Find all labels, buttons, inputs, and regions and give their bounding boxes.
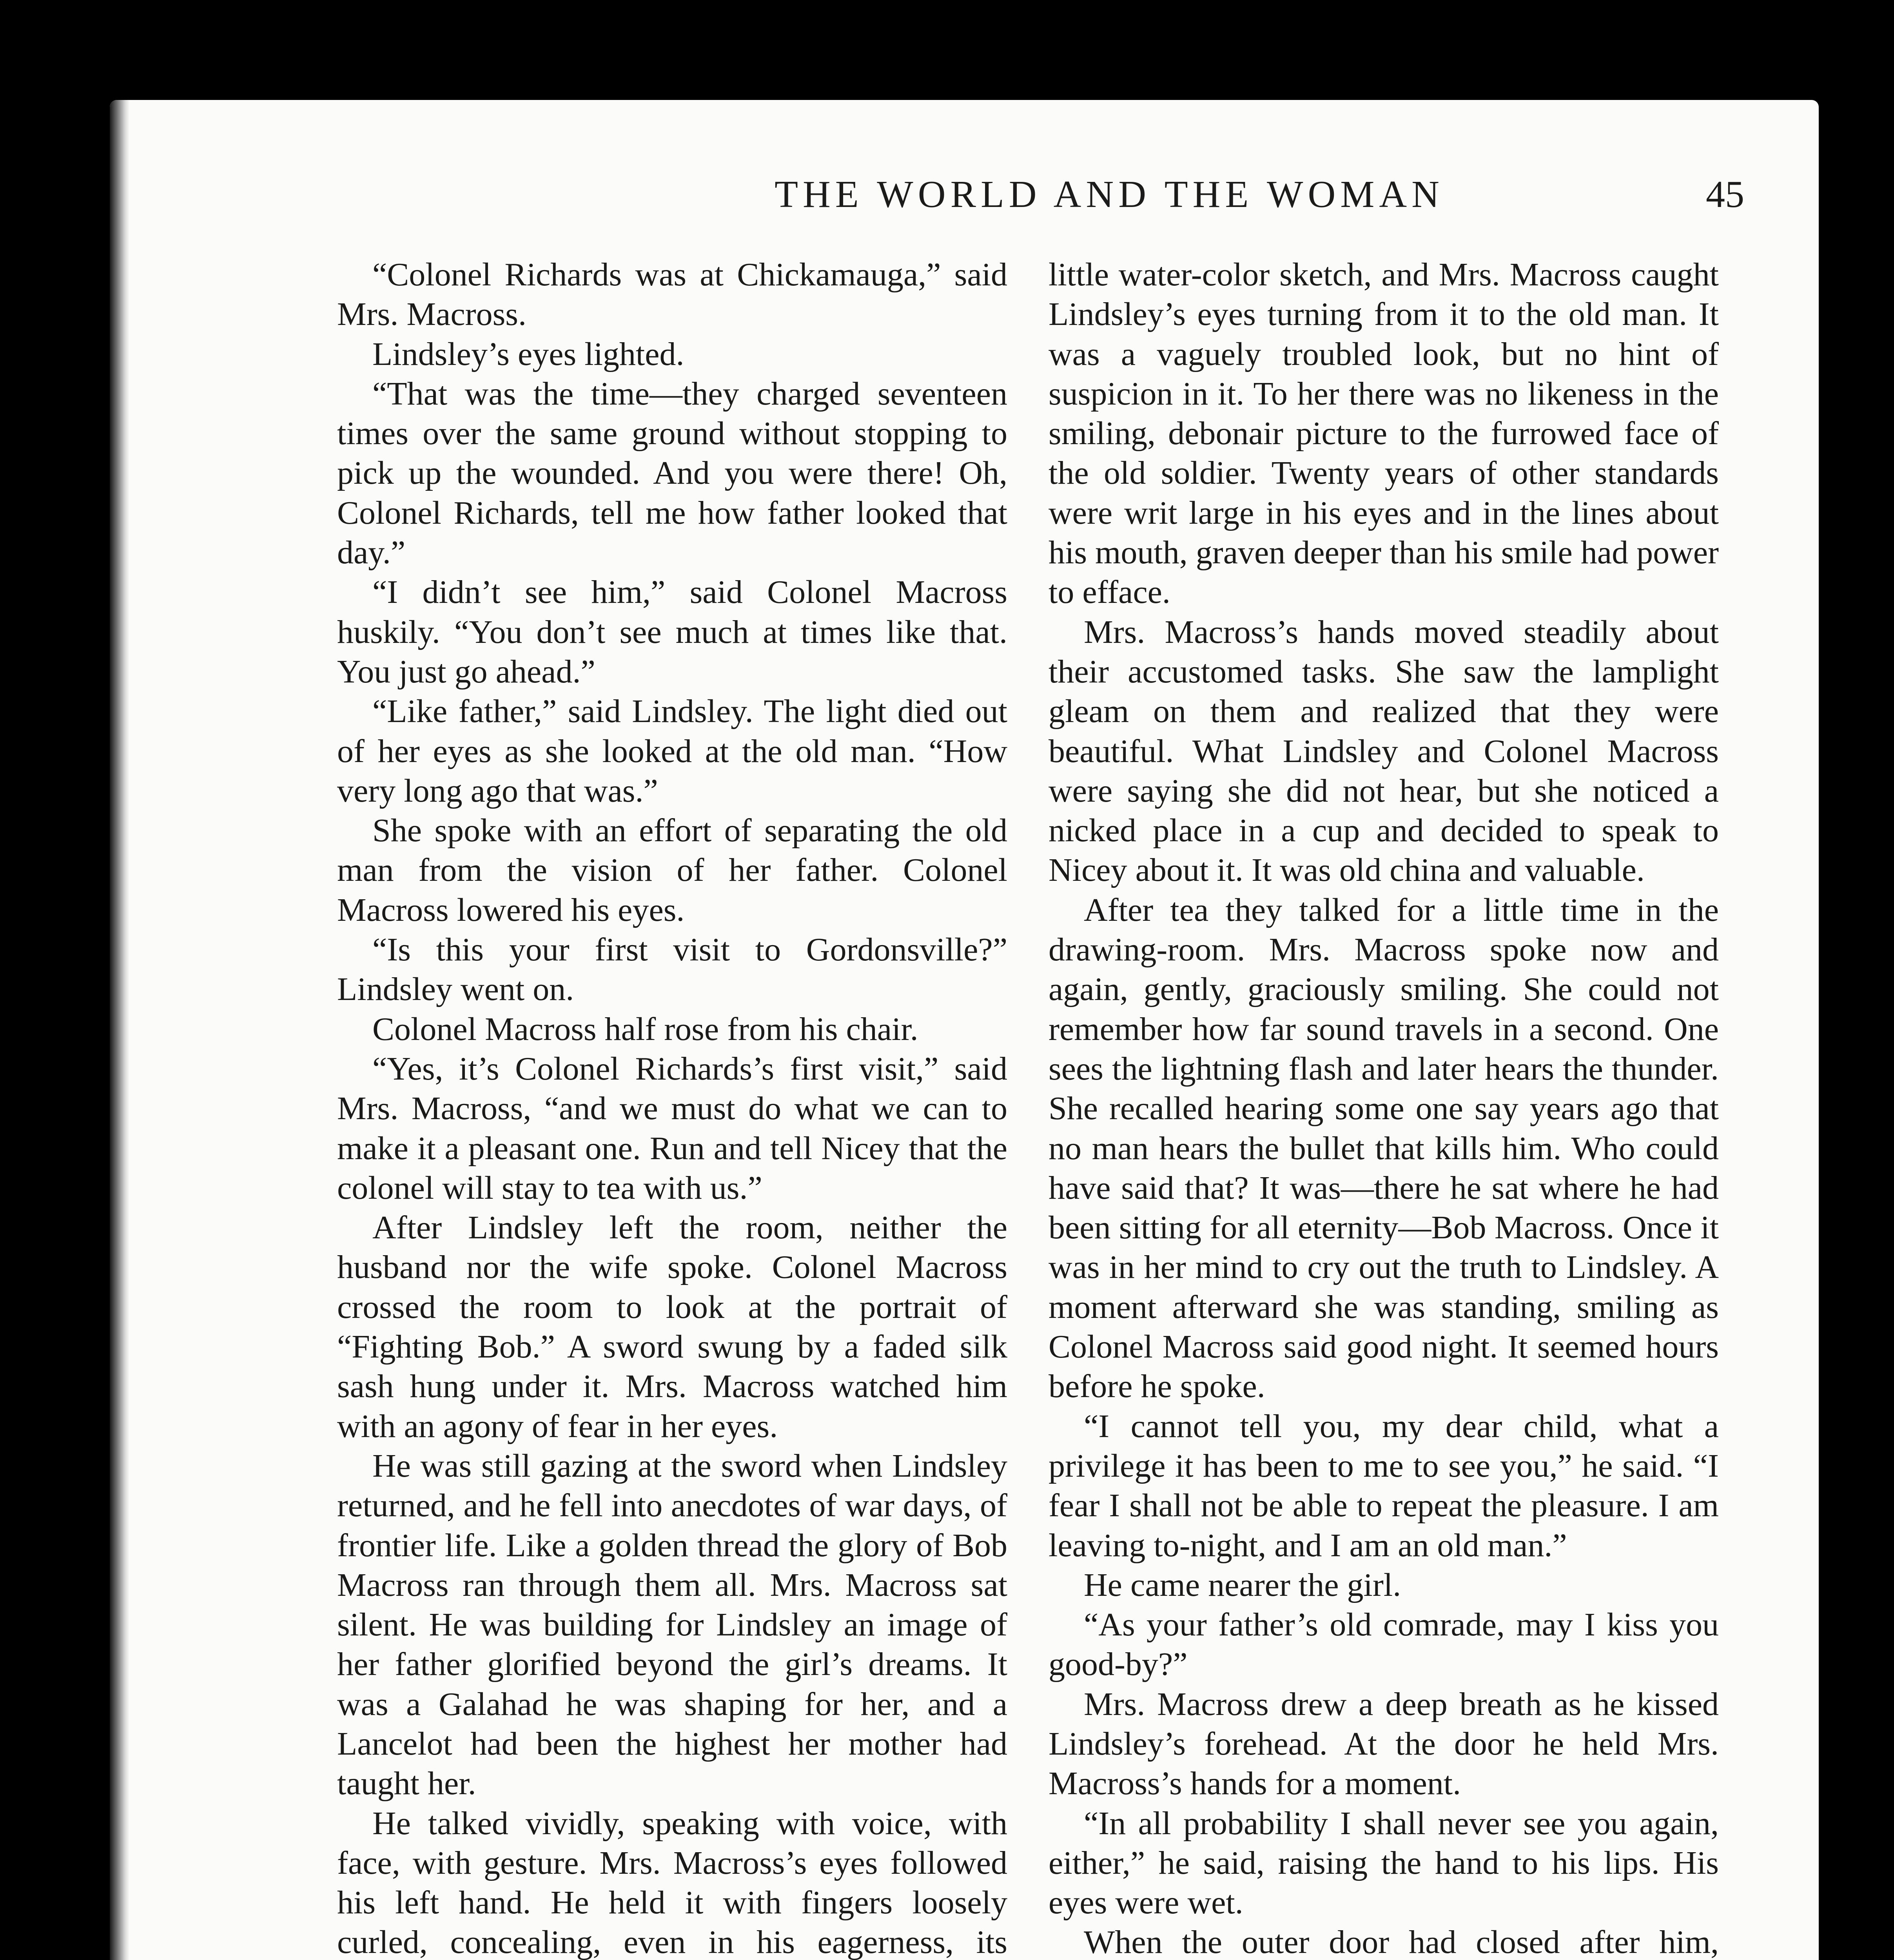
paragraph: “Yes, it’s Colonel Richards’s first visit,” said Mrs. Macross, “and we must do what we can to make it a pleasant one. Run and tell Nicey that the colonel will stay to tea with us.” xyxy=(337,1050,1007,1206)
paragraph: Mrs. Macross’s hands moved steadily about their accustomed tasks. She saw the lamplight gleam on them and realized that they were beautiful. What Lindsley and Colonel Macross were saying she did not hear, but she noticed a nicked place in a cup and decided to speak to Nicey about it. It was old china and valuable. xyxy=(1049,613,1719,889)
paragraph: Mrs. Macross drew a deep breath as he kissed Lindsley’s forehead. At the door he held Mrs. Macross’s hands for a moment. xyxy=(1049,1686,1719,1802)
paragraph: “As your father’s old comrade, may I kiss you good-by?” xyxy=(1049,1606,1719,1683)
paragraph: He talked vividly, speaking with voice, with face, with gesture. Mrs. Macross’s eyes followed his left hand. He held it with fingers loosely curled, concealing, even in his eagerness, its xyxy=(337,1805,1007,1960)
page-number: 45 xyxy=(1706,173,1744,216)
paragraph: When the outer door had closed after him, xyxy=(1084,1924,1719,1960)
paragraph: She spoke with an effort of separating the old man from the vision of her father. Colonel Macross lowered his eyes. xyxy=(337,812,1007,928)
paragraph: “Colonel Richards was at Chickamauga,” said Mrs. Macross. xyxy=(337,256,1007,333)
paragraph: “I didn’t see him,” said Colonel Macross huskily. “You don’t see much at times like that. You just go ahead.” xyxy=(337,574,1007,690)
text-column-left xyxy=(337,255,1007,1960)
paragraph-continuation: little water-color sketch, and Mrs. Macross caught Lindsley’s eyes turning from it to the old man. It was a vaguely troubled look, but no hint of suspicion in it. To her there was no likeness in the smiling, debonair picture to the furrowed face of the old soldier. Twenty years of other standards were writ large in his eyes and in the lines about his mouth, graven deeper than his smile had power to efface. xyxy=(1049,256,1719,611)
magazine-page xyxy=(110,100,1819,1960)
paragraph: Lindsley’s eyes lighted. xyxy=(372,336,684,372)
paragraph: After Lindsley left the room, neither the husband nor the wife spoke. Colonel Macross crossed the room to look at the portrait of “Fighting Bob.” A sword swung by a faded silk sash hung under it. Mrs. Macross watched him with an agony of fear in her eyes. xyxy=(337,1209,1007,1445)
page-gutter-shadow xyxy=(110,100,129,1960)
paragraph: “Is this your first visit to Gordonsville?” Lindsley went on. xyxy=(337,931,1007,1008)
paragraph: “That was the time—they charged seventeen times over the same ground without stopping to pick up the wounded. And you were there! Oh, Colonel Richards, tell me how father looked that day.” xyxy=(337,375,1007,571)
paragraph: He was still gazing at the sword when Lindsley returned, and he fell into anecdotes of war days, of frontier life. Like a golden thread the glory of Bob Macross ran through them all. Mrs. Macross sat silent. He was building for Lindsley an image of her father glorified beyond the girl’s dreams. It was a Galahad he was shaping for her, and a Lancelot had been the highest her mother had taught her. xyxy=(337,1447,1007,1802)
paragraph: “I cannot tell you, my dear child, what a privilege it has been to me to see you,” he said. “I fear I shall not be able to repeat the pleasure. I am leaving to-night, and I am an old man.” xyxy=(1049,1408,1719,1564)
paragraph: “Like father,” said Lindsley. The light died out of her eyes as she looked at the old man. “How very long ago that was.” xyxy=(337,693,1007,809)
paragraph: He came nearer the girl. xyxy=(1084,1566,1401,1603)
text-column-right xyxy=(1049,255,1719,1960)
paragraph: After tea they talked for a little time in the drawing-room. Mrs. Macross spoke now and again, gently, graciously smiling. She could not remember how far sound travels in a second. One sees the lightning flash and later hears the thunder. She recalled hearing some one say years ago that no man hears the bullet that kills him. Who could have said that? It was—there he sat where he had been sitting for all eternity—Bob Macross. Once it was in her mind to cry out the truth to Lindsley. A moment afterward she was standing, smiling as Colonel Macross said good night. It seemed hours before he spoke. xyxy=(1049,891,1719,1405)
running-head: THE WORLD AND THE WOMAN xyxy=(775,173,1444,216)
paragraph: Colonel Macross half rose from his chair. xyxy=(372,1011,918,1047)
paragraph: “In all probability I shall never see you again, either,” he said, raising the hand to his lips. His eyes were wet. xyxy=(1049,1805,1719,1921)
